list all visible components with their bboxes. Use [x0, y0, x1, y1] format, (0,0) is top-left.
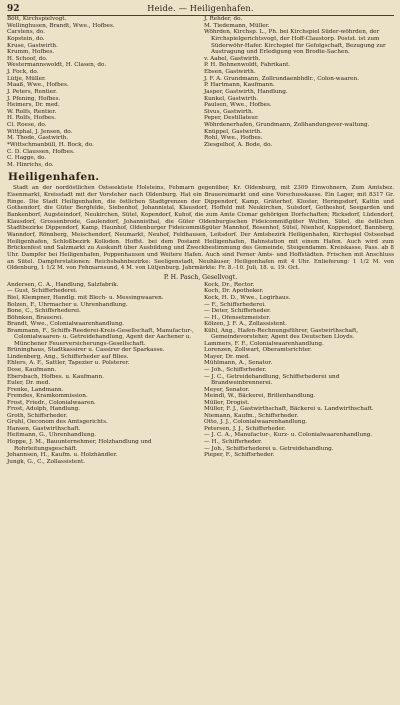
directory-entry: Rohl, Wwe., Hofbes.: [204, 135, 263, 142]
directory-entry: P. Hartmann, Kaufmann.: [204, 82, 275, 89]
directory-entry: Carstens, do.: [7, 29, 46, 36]
directory-entry: Jasper, Gastwirth, Handlung.: [204, 88, 288, 95]
directory-entry: Wellinghusen, Brandt, Wwe., Hofbes.: [7, 22, 115, 29]
directory-entry: C. D. Claussen, Hofbes.: [7, 148, 75, 155]
directory-entry: — J. C. A., Manufactur-, Kurz- u. Colonialwaarenhandlung.: [204, 432, 373, 439]
directory-entry: W. Rolfs, Rentier.: [7, 108, 57, 115]
directory-entry: Mayer, Dr. med.: [204, 353, 250, 360]
directory-entry: Hansen, Gastwirthschaft.: [7, 425, 81, 432]
section-description: [7, 185, 394, 272]
directory-entry: Westermannswoldt, H. Clasen, do.: [7, 62, 107, 69]
directory-entry: Frenke, Landmann.: [7, 386, 64, 393]
directory-entry: Dose, Kaufmann.: [7, 367, 57, 374]
directory-entry: Kopstein, do.: [7, 35, 45, 42]
directory-entry: Ebsen, Gastwirth.: [204, 69, 256, 75]
directory-entry: Brandt, Wwe., Colonialwaarenhandlung.: [7, 321, 125, 328]
directory-entry: Mühlmann, A., Senator.: [204, 360, 273, 367]
directory-entry: Petersen, J. J., Schiffsrheder.: [204, 425, 286, 432]
lower-left-column: [7, 282, 197, 465]
directory-entry: Bolzen, F., Uhrmacher u. Uhrenhandlung.: [7, 301, 128, 308]
directory-entry: Johannsen, H., Kaufm. u. Holzhändler.: [7, 452, 118, 459]
directory-entry: Brammann, F., Schiffs-Reederei-Kreis-Gesellschaft, Manufactur-, Colonialwaaren- u. Getreidehandlung, Agent der Aachener u. Münchener Feuerversicherungs-Gesellschaft.: [7, 327, 194, 347]
directory-entry: Koch, Dr. Apotheker.: [204, 288, 264, 295]
directory-entry: Maaß, Wwe., Hofbes.: [7, 82, 69, 89]
directory-entry: Gruhl, Oeconom des Amtsgerichts.: [7, 419, 108, 426]
directory-entry: Ziesgelhof, A. Bode, do.: [204, 141, 273, 148]
directory-entry: C. Hagge, do.: [7, 155, 47, 162]
directory-entry: Lammers, F. F., Colonialwaarenhandlung.: [204, 340, 324, 347]
directory-entry: J. Fock, do.: [7, 69, 39, 75]
directory-entry: — Deter, Schiffsrheder.: [204, 308, 271, 315]
directory-entry: — J. C., Getreidehandlung, Schiffsrhederei und Brandweinbrennerei.: [204, 373, 340, 387]
directory-entry: Ebersbach, Hofbes. u. Kaufmann.: [7, 373, 104, 380]
directory-entry: M. Tiedemann, Müller.: [204, 22, 270, 29]
directory-entry: Niemann, Kaufm., Schiffsrheder.: [204, 412, 299, 419]
directory-entry: Andersen, C. A., Handlung, Salzfabrik.: [7, 281, 119, 288]
section-title: Heiligenhafen.: [8, 171, 100, 184]
directory-entry: J. Pfening, Hofbes.: [7, 95, 61, 102]
directory-entry: J. Rehder, do.: [204, 16, 243, 22]
directory-entry: Fremdes, Kramkommission.: [7, 393, 88, 400]
directory-entry: Kunkel, Gastwirth.: [204, 95, 258, 102]
directory-entry: Heimers, Dr. med.: [7, 102, 60, 109]
directory-entry: Wöhrdenerhafen, Grundmann, Zollhandungsver-waltung.: [204, 122, 370, 128]
directory-entry: J. F. A. Grundmann, Zollrundaenbhdlr., Colon-waaren.: [204, 75, 360, 82]
directory-entry: Kruse, Gastwirth.: [7, 42, 58, 49]
lower-right-column: [204, 282, 394, 465]
directory-entry: Knüppel, Gastwirth.: [204, 128, 262, 135]
directory-entry: Müller, F. J., Gastwirthschaft, Bäckerei u. Landwirthschaft.: [204, 406, 374, 413]
directory-entry: — Joh., Schiffsrheder.: [204, 367, 267, 374]
directory-entry: Frost, Adolph, Handlung.: [7, 406, 81, 413]
directory-entry: Meyer, Senator.: [204, 386, 250, 393]
directory-entry: — H., Ofensetzmeister.: [204, 314, 271, 321]
directory-entry: J. Peters, Rentier.: [7, 88, 57, 95]
directory-entry: Hoppe, J. M., Bauunternehmer, Holzhandlung und Rohrleitungsgeschäft.: [7, 439, 152, 452]
directory-entry: M. Hinrichs, do.: [7, 161, 54, 168]
directory-entry: Kühl, Ang., Hafen-Rechnungsführer, Gastwirthschaft, Gemeindevorsteher, Agent des Deutschen Lloyds.: [204, 327, 359, 341]
directory-entry: P. H. Bohnenwoldt, Fabrikant.: [204, 62, 291, 69]
directory-entry: Otto, J. J., Colonialwaarenhandlung.: [204, 419, 308, 426]
directory-entry: — Gust, Schiffsrhederei.: [7, 288, 78, 295]
directory-entry: Wittphal, J. Jensen, do.: [7, 128, 73, 135]
directory-entry: Jungk, G., C., Zollassistent.: [7, 458, 86, 465]
directory-entry: v. Aabel, Gastwirth.: [204, 55, 261, 62]
directory-entry: Lindenberg, Ang., Schiffsrheder auf Blies.: [7, 353, 129, 360]
page-number: 92: [7, 4, 20, 14]
section-subheading: P. H. Pasch, Gesellvogt.: [163, 273, 238, 281]
directory-entry: Kock, H. D., Wwe., Logirhaus.: [204, 295, 291, 301]
lower-directory: [7, 282, 394, 465]
directory-entry: Kock, Dr., Rector.: [204, 281, 255, 288]
directory-entry: Müller, Drogist.: [204, 399, 250, 406]
directory-entry: Bött, Kirchspielvogt.: [7, 16, 67, 22]
directory-entry: Meindl, W., Bäckerei, Brillenhandlung.: [204, 393, 316, 400]
directory-entry: Brüninghaus, Stadtkassirer u. Cassirer der Sparkasse.: [7, 347, 165, 354]
directory-entry: Lütje, Müller.: [7, 75, 46, 82]
directory-entry: Heitmann, G., Uhrenhandlung.: [7, 432, 97, 439]
directory-entry: Groth, Schiffsrheder.: [7, 412, 68, 419]
directory-entry: Paulsen, Wwe., Hofbes.: [204, 102, 272, 109]
page-header: [7, 3, 394, 16]
upper-right-column: [204, 16, 394, 168]
directory-entry: — F., Schiffsrhederei.: [204, 301, 266, 308]
directory-entry: Peper, Destillateur.: [204, 115, 259, 122]
section-paragraph: Stadt an der nordöstlichen Ostseeküste Holsteins, Fehmarn gegenüber, Kr. Oldenburg, mit 2309 Einwohnern, Zum Amtsbez. Eisenmarkt, Kreisstadt mit der Vorsteher nach Oldenburg. Hat ein Brauereimarkt und eine Vorschusskasse. Ein Lager, mit 8317 Gr. Ringe. Die Stadt Heiligenhafen, die östlichen Stadtgrenzen der Dippendorf, Kamp, Gräterhof, Kloster, Heringsdorf, Kattin und Gothendorf, die Güter Bergfelde, Siebenhof, Johannistal, Klausdorf, Hoffeld mit Neukirchen, Sulsdorf, Gotheshof, Seegarden und Bankenborf, Augsteindorf, Neukirchen, Sütel, Kopendorf, Kuhof, die zum Amte Cismar gehörigen Dorfschaften; Ricksdorf, Lüdendorf, Klausdorf, Grossenbrode, Gaulendorf, Johannisthal, die Güter Oldenburgischen Fideicommißgüter Wulfen, Sütel, die östlichen Stadtbezirke Dippendorf, Kamp, Haunhof, Oldenburger Fideicommißgüter Mannhof, Rosenhof, Sütel, Nienhof, Koppendorf, Bannberg, Wanndorf, Rönnberg, Meischendorf, Neumarkt, Neuhof, Feldhausen, Leitsdorf. Der Amtsbezirk Heiligenhafen, Kirchspiel Ostseebad Heiligenhafen, Schloßbezirk Kolloden. Hoffst. bei dem Postamt Heiligenhafen, Bahnstation mit einem Hafen. Auch wird zum Brückenfest und Salzmarkt zu Auskunft über Ausbildung und Zweckbestimmung des Gemeinde, Steigendamm. Kreiskasse, Pass. ab 8 Uhr. Dampfer bei Heiligenhafen, Poppenhausen und Weitere Hafen. Auch sind Ferner Amts- und Hoffstädten. Frischen mit Anschluss an Sütel. Dampferstationen: Reichsbahnbezirke: Seeligenstadt, Neuhäuser, Heiligenhafen mit 4 Uhr. Enlieferung: 1 1/2 M. von Oldenburg, 1 1/2 M. von Fehmarnsund, 4 M. von Lütjenburg. Jahrmärkte: Fr. 8.–10. Juli, 18. u. 19. Oct.: [7, 185, 394, 272]
directory-entry: Ehlers, A. F., Sattler, Tapezier u. Polsterer.: [7, 360, 130, 367]
directory-entry: M. Thode, Gastwirth.: [7, 135, 69, 142]
directory-entry: *Wittschmanbüll, H. Bock, do.: [7, 141, 94, 148]
upper-left-column: [7, 16, 197, 168]
directory-entry: Pieper, F., Schiffsrheder.: [204, 452, 275, 459]
running-title: Heide. — Heiligenhafen.: [147, 3, 254, 13]
directory-entry: Sivus, Gastwirth.: [204, 108, 254, 115]
directory-entry: — Joh., Schiffsrhederei u. Getreidehandlung.: [204, 445, 334, 452]
directory-entry: — H., Schiffsrheder.: [204, 439, 263, 446]
directory-entry: Krumm, Hofbes.: [7, 49, 55, 56]
directory-entry: Wöhrden, Kirchsp. L., Ph. bei Kirchspiel Süder-wöhrden, der Kirchspielgerichtsvogt, der Hoff-Claustorp. Postst. ist zum Süderwöhr-Hafer. Kirchspiel für Gefolgschaft, Bezugung zur Austragung und Erledigung von Brodte-Sachen.: [204, 29, 386, 56]
directory-entry: Biel, Klempner, Handlg. mit Blech- u. Messingwaaren.: [7, 295, 164, 301]
directory-entry: Frost, Friedr., Colonialwaaren.: [7, 399, 96, 406]
directory-entry: Euler, Dr. med.: [7, 380, 51, 387]
upper-directory: [7, 16, 394, 168]
directory-entry: Cl. Roese, do.: [7, 122, 47, 128]
directory-entry: H. Schoof, do.: [7, 55, 48, 62]
directory-entry: Bone, C., Schiffsrhederei.: [7, 308, 81, 315]
directory-entry: Lorenzen, Zollwart, Oberamtsrichter.: [204, 347, 312, 354]
directory-entry: Kölzen, J. F. A., Zollassistent.: [204, 321, 288, 328]
directory-entry: H. Rolfs, Hofbes.: [7, 115, 56, 122]
directory-entry: Böhnken, Brauerei.: [7, 314, 64, 321]
